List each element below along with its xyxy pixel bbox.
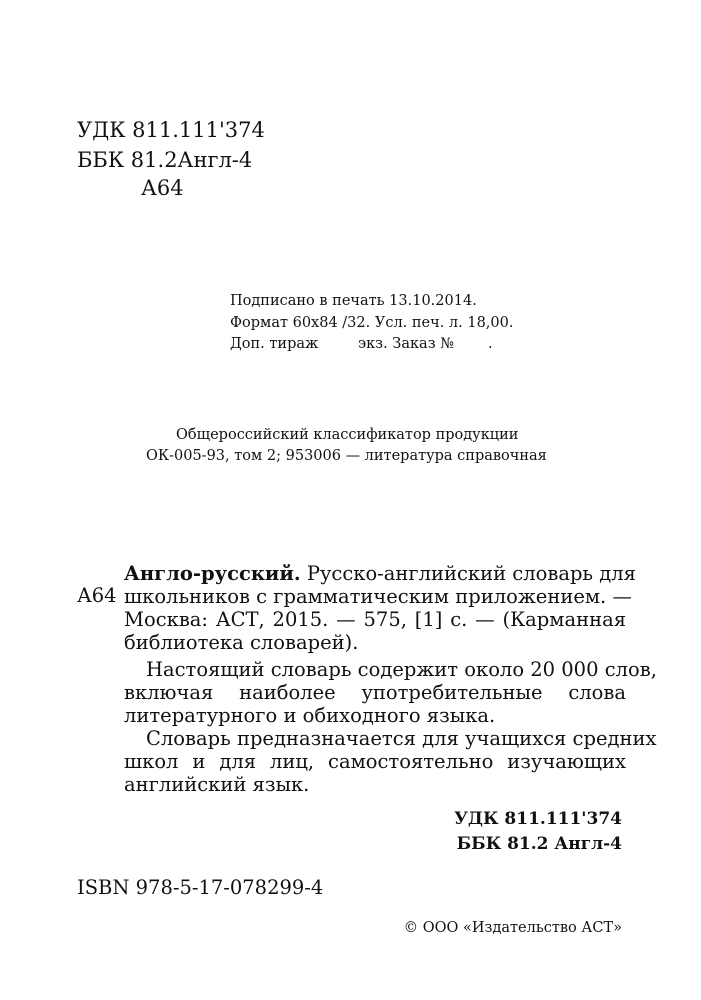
udk-code: УДК 811.111'374 [77, 118, 265, 142]
annotation-p2-line-3: английский язык. [124, 773, 310, 796]
imprint-order-end: . [488, 336, 493, 352]
classifier-line-2: ОК-005-93, том 2; 953006 — литература справочная [146, 448, 547, 464]
annotation-p2-line-2: школ и для лиц, самостоятельно изучающих [124, 750, 626, 773]
book-subtitle: Русско-английский словарь для [300, 562, 636, 585]
bbk-code: ББК 81.2Англ-4 [77, 148, 253, 172]
author-mark: А64 [141, 176, 184, 200]
isbn: ISBN 978-5-17-078299-4 [77, 876, 324, 899]
imprint-signed: Подписано в печать 13.10.2014. [230, 293, 477, 309]
book-title: Англо-русский. [124, 562, 301, 585]
description-line-4: библиотека словарей). [124, 631, 359, 654]
annotation-p1-line-1: Настоящий словарь содержит около 20 000 слов, [146, 658, 657, 681]
classifier-line-1: Общероссийский классификатор продукции [176, 427, 519, 443]
annotation-p1-line-2: включая наиболее употребительные слова [124, 681, 626, 704]
annotation-p1-line-3: литературного и обиходного языка. [124, 704, 496, 727]
description-line-3: Москва: АСТ, 2015. — 575, [1] с. — (Карманная [124, 608, 626, 631]
copyright: © ООО «Издательство АСТ» [403, 920, 622, 936]
imprint-format: Формат 60x84 /32. Усл. печ. л. 18,00. [230, 315, 514, 331]
annotation-p2-line-1: Словарь предназначается для учащихся средних [146, 727, 657, 750]
bbk-code-right: ББК 81.2 Англ-4 [456, 834, 622, 854]
annotation [124, 658, 657, 796]
imprint-order-label: экз. Заказ № [358, 336, 454, 352]
description-line-2: школьников с грамматическим приложением. — [124, 585, 632, 608]
udk-code-right: УДК 811.111'374 [454, 809, 622, 829]
bibliographic-description [124, 562, 636, 654]
description-line-1 [124, 562, 636, 585]
side-author-mark: А64 [77, 584, 117, 607]
imprint-print-run-label: Доп. тираж [230, 336, 319, 352]
